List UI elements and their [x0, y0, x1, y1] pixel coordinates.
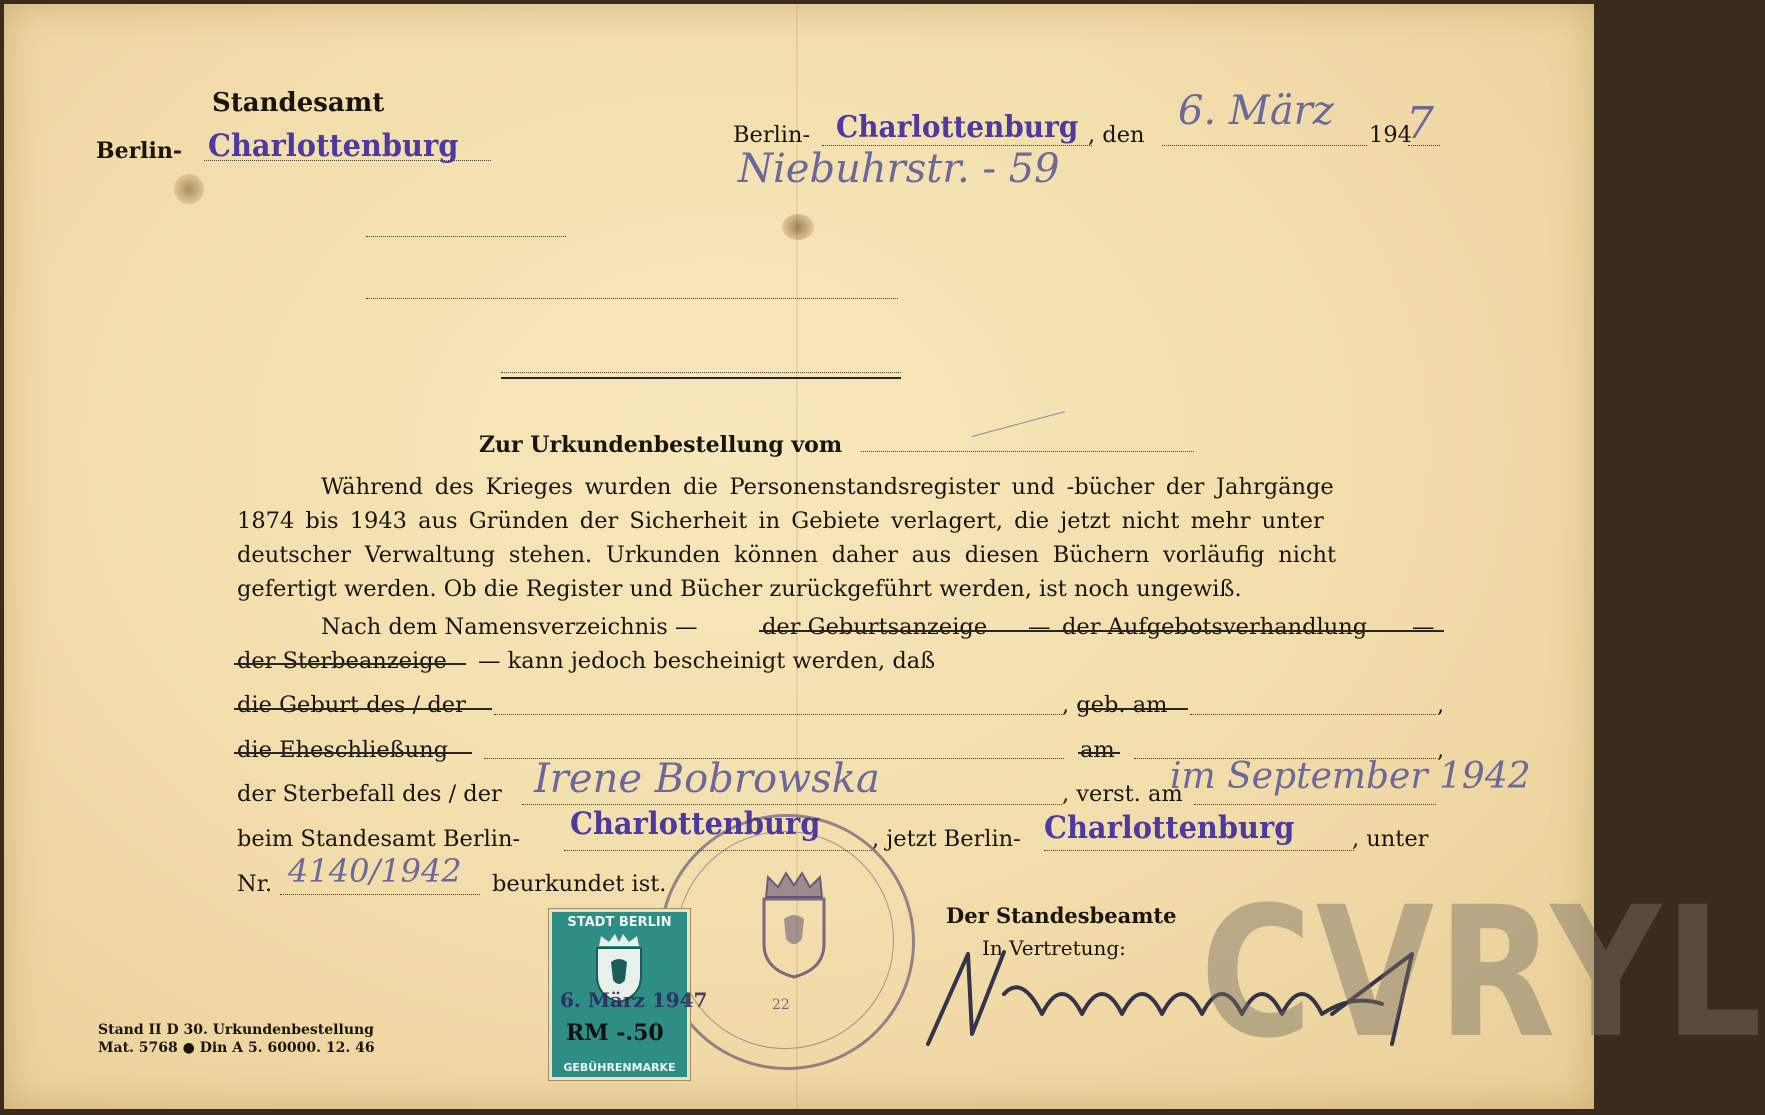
jetzt-district-stamp: Charlottenburg: [1044, 810, 1295, 846]
name-handwritten: Irene Bobrowska: [534, 756, 880, 802]
beurkundet-label: beurkundet ist.: [492, 871, 667, 897]
district-stamp-left: Charlottenburg: [208, 128, 459, 164]
nr-line: [280, 894, 480, 895]
paragraph-text: 1874 bis 1943 aus Gründen der Sicherheit in Gebiete verlagert, die jetzt nicht mehr unter: [237, 508, 1324, 534]
stain: [174, 174, 204, 204]
strike-geb-am: [1078, 708, 1188, 710]
nr-handwritten: 4140/1942: [288, 852, 462, 890]
year-handwritten: 7: [1406, 98, 1434, 149]
fee-stamp-top: STADT BERLIN: [567, 915, 672, 930]
stamp-number: 22: [772, 997, 790, 1013]
heading-line: [861, 451, 1194, 452]
signature-subtitle: In Vertretung:: [982, 936, 1126, 960]
address-handwritten: Niebuhrstr. - 59: [738, 146, 1060, 192]
form-heading: Zur Urkundenbestellung vom: [479, 432, 843, 458]
death-date-handwritten: im September 1942: [1170, 756, 1531, 797]
district-stamp-right: Charlottenburg: [836, 110, 1079, 145]
year-print: 194: [1369, 122, 1412, 148]
strike-ehe: [234, 752, 472, 754]
jetzt-line: [1044, 850, 1354, 851]
p2-dash-2: —: [1412, 614, 1435, 640]
nr-label: Nr.: [237, 871, 273, 897]
stain: [782, 214, 814, 240]
geburt-label: die Geburt des / der: [237, 692, 466, 718]
date-line: [1162, 145, 1367, 146]
ehe-label: die Eheschließung: [237, 737, 449, 763]
paragraph-line: [237, 542, 1442, 576]
watermark: CVRYL: [1200, 869, 1765, 1078]
strike-geburt: [234, 708, 492, 710]
city-prefix-left: Berlin-: [96, 138, 183, 164]
city-prefix-right: Berlin-: [733, 122, 811, 148]
sterbefall-label: der Sterbefall des / der: [237, 781, 502, 807]
heading-slash: [972, 411, 1065, 437]
geb-am-label: , geb. am: [1062, 692, 1168, 718]
signature-title: Der Standesbeamte: [946, 903, 1177, 928]
death-date-line: [1194, 804, 1436, 805]
geburt-line: [494, 714, 1062, 715]
strike-am: [1078, 752, 1120, 754]
strike-geburtsanzeige: [759, 630, 1444, 632]
paragraph-line: [237, 576, 1442, 610]
jetzt-label: , jetzt Berlin-: [872, 826, 1021, 852]
comma: ,: [1437, 692, 1445, 718]
paragraph-text: deutscher Verwaltung stehen. Urkunden können daher aus diesen Büchern vorläufig nicht: [237, 542, 1337, 568]
p2-rest: — kann jedoch bescheinigt werden, daß: [478, 648, 936, 674]
rule-line: [501, 377, 901, 379]
am-label: am: [1080, 737, 1115, 763]
fee-stamp-cancel: 6. März 1947: [560, 988, 708, 1012]
blank-line-3: [501, 372, 901, 373]
footer-line-1: Stand II D 30. Urkundenbestellung: [98, 1022, 374, 1038]
strike-sterbeanzeige: [234, 663, 466, 665]
p2-geburt: der Geburtsanzeige: [762, 614, 988, 640]
p2-aufgebot: der Aufgebotsverhandlung: [1062, 614, 1368, 640]
paragraph-text: Während des Krieges wurden die Personenstandsregister und -bücher der Jahrgänge: [321, 474, 1334, 500]
office-title: Standesamt: [212, 88, 385, 118]
paragraph-line: [237, 508, 1442, 542]
blank-line-2: [366, 298, 898, 299]
fee-stamp-bottom: GEBÜHRENMARKE: [563, 1061, 676, 1074]
comma: ,: [1437, 737, 1445, 763]
den-label: , den: [1088, 122, 1145, 148]
date-handwritten: 6. März: [1178, 88, 1334, 134]
certificate-document: [4, 4, 1765, 1109]
p2-dash-1: —: [1028, 614, 1051, 640]
beim-district-stamp: Charlottenburg: [570, 806, 821, 842]
unter-label: , unter: [1352, 826, 1429, 852]
paragraph-1: [237, 474, 1442, 610]
blank-line-1: [366, 236, 566, 237]
official-round-stamp: [659, 814, 915, 1070]
footer-line-2: Mat. 5768 ● Din A 5. 60000. 12. 46: [98, 1040, 375, 1056]
paragraph-text: gefertigt werden. Ob die Register und Bücher zurückgeführt werden, ist noch ungewiß.: [237, 576, 1242, 602]
fee-stamp-value: RM -.50: [566, 1020, 664, 1046]
geb-am-line: [1190, 714, 1436, 715]
paragraph-line: [237, 474, 1442, 508]
beim-label: beim Standesamt Berlin-: [237, 826, 521, 852]
verst-am-label: , verst. am: [1062, 781, 1183, 807]
p2-sterbe: der Sterbeanzeige: [237, 648, 447, 674]
name-line: [522, 804, 1062, 805]
coat-of-arms-icon: [754, 869, 834, 979]
fee-stamp: [549, 909, 708, 1080]
p2-lead: Nach dem Namensverzeichnis —: [321, 614, 698, 640]
